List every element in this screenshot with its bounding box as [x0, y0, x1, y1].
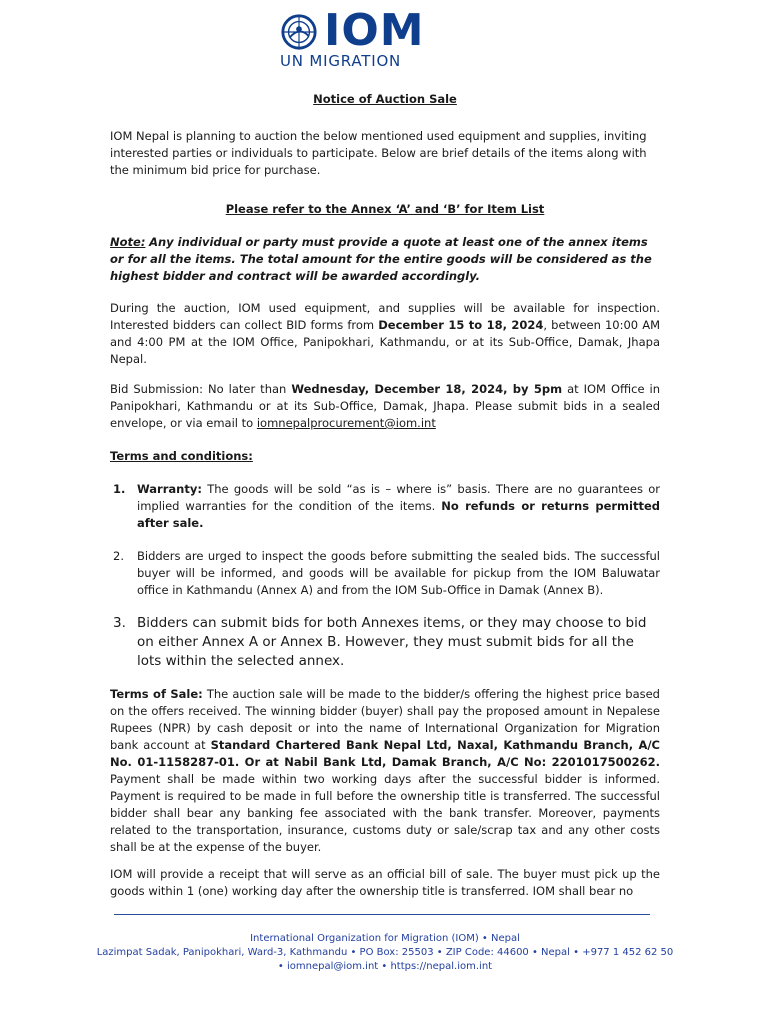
footer-divider — [114, 914, 650, 915]
logo-tagline: UN MIGRATION — [280, 52, 402, 70]
logo-wordmark: IOM — [324, 5, 425, 56]
list-item — [110, 548, 660, 599]
inspection-paragraph — [110, 300, 660, 368]
inspection-text-2: , between 10:00 AM and 4:00 PM at the IOM Office, Panipokhari, Kathmandu, or at its Sub-Office, Damak, Jhapa Nepal. — [110, 318, 661, 366]
warranty-label: Warranty: — [137, 482, 202, 496]
terms-of-sale-paragraph — [110, 686, 660, 856]
terms-heading: Terms and conditions: — [110, 449, 253, 463]
un-globe-icon — [280, 13, 318, 51]
list-number: 2. — [113, 549, 124, 563]
list-item-text: Bidders can submit bids for both Annexes items, or they may choose to bid on either Annex A or Annex B. However, they must submit bids for all the lots within the selected annex. — [137, 615, 647, 669]
note-paragraph — [110, 234, 660, 285]
footer-address: Lazimpat Sadak, Panipokhari, Ward-3, Kathmandu • PO Box: 25503 • ZIP Code: 44600 • Nepal • +977 1 452 62 50 — [96, 947, 674, 958]
list-item — [110, 481, 660, 532]
procurement-email-link[interactable]: iomnepalprocurement@iom.int — [256, 416, 436, 430]
footer-org: International Organization for Migration (IOM) • Nepal — [250, 933, 520, 944]
inspection-text-1: During the auction, IOM used equipment, and supplies will be available for inspection. Interested bidders can collect BID forms from — [110, 301, 660, 332]
submission-paragraph — [110, 381, 660, 432]
submission-text-1: Bid Submission: No later than — [110, 382, 292, 396]
iom-logo — [280, 5, 445, 70]
intro-paragraph: IOM Nepal is planning to auction the below mentioned used equipment and supplies, inviting interested parties or individuals to participate. Below are brief details of the items along with the minimum bid price for purchase. — [110, 129, 647, 177]
footer-contact: • iomnepal@iom.int • https://nepal.iom.int — [277, 961, 493, 972]
submission-deadline: Wednesday, December 18, 2024, by 5pm — [291, 382, 563, 396]
list-item — [110, 614, 660, 671]
terms-of-sale-text-1: The auction sale will be made to the bidder/s offering the highest price based on the offers received. The winning bidder (buyer) shall pay the proposed amount in Nepalese Rupees (NPR) by cash deposit or into the name of International Organization for Migration bank account at — [110, 687, 660, 752]
page-title: Notice of Auction Sale — [313, 92, 457, 106]
receipt-paragraph: IOM will provide a receipt that will serve as an official bill of sale. The buyer must pick up the goods within 1 (one) working day after the ownership title is transferred. IOM shall bear no — [110, 867, 660, 898]
submission-text-2: at IOM Office in Panipokhari, Kathmandu or at its Sub-Office, Damak, Jhapa. Please submit bids in a sealed envelope, or via email to — [110, 382, 660, 430]
annex-reference: Please refer to the Annex ‘A’ and ‘B’ for Item List — [225, 202, 545, 216]
terms-of-sale-text-2: Payment shall be made within two working days after the successful bidder is informed. Payment is required to be made in full before the ownership title is transferred. The successful bidder shall bear any banking fee associated with the bank transfer. Moreover, payments related to the transportation, insurance, customs duty or sale/scrap tax and any other costs shall be at the expense of the buyer. — [110, 772, 660, 854]
note-text: Any individual or party must provide a quote at least one of the annex items or for all the items. The total amount for the entire goods will be considered as the highest bidder and contract will be awarded accordingly. — [110, 235, 652, 283]
list-item-text: Bidders are urged to inspect the goods before submitting the sealed bids. The successful buyer will be informed, and goods will be available for pickup from the IOM Baluwatar office in Kathmandu (Annex A) and from the IOM Sub-Office in Damak (Annex B). — [137, 549, 660, 597]
list-number: 3. — [113, 615, 126, 631]
no-refunds-text: No refunds or returns permitted after sale. — [137, 499, 660, 530]
warranty-text: The goods will be sold “as is – where is” basis. There are no guarantees or implied warranties for the condition of the items. — [137, 482, 660, 513]
note-label: Note: — [110, 235, 146, 249]
terms-of-sale-label: Terms of Sale: — [110, 687, 203, 701]
inspection-dates: December 15 to 18, 2024 — [378, 318, 544, 332]
list-number: 1. — [113, 482, 126, 496]
bank-details: Standard Chartered Bank Nepal Ltd, Naxal, Kathmandu Branch, A/C No. 01-1158287-01. Or at Nabil Bank Ltd, Damak Branch, A/C No: 2201017500262. — [110, 738, 660, 769]
